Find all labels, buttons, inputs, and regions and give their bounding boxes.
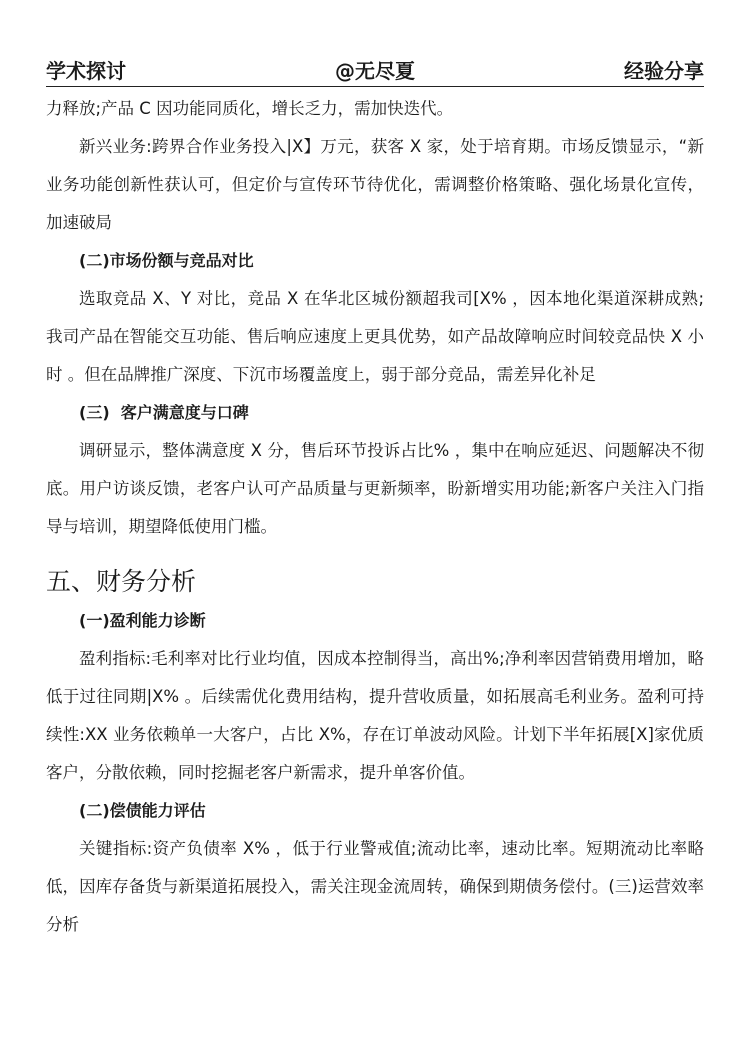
paragraph-continuation: 力释放;产品 C 因功能同质化，增长乏力，需加快迭代。 (46, 99, 454, 118)
header-author: @无尽夏 (335, 58, 415, 83)
subheading-profitability: (一)盈利能力诊断 (79, 611, 206, 630)
page-header (46, 52, 704, 87)
paragraph-new-business: 新兴业务:跨界合作业务投入|X】万元，获客 X 家，处于培育期。市场反馈显示，“新业务功能创新性获认可，但定价与宣传环节待优化，需调整价格策略、强化场景化宣传，加速破局 (46, 137, 704, 232)
document-body (46, 90, 704, 944)
paragraph-market-share: 选取竞品 X、Y 对比，竞品 X 在华北区城份额超我司[X% ，因本地化渠道深耕成熟;我司产品在智能交互功能、售后响应速度上更具优势，如产品故障响应时间较竞品快 X 小时 。但在品牌推广深度、下沉市场覆盖度上，弱于部分竞品，需差异化补足 (46, 289, 704, 384)
header-right-label: 经验分享 (624, 58, 704, 83)
paragraph-profitability: 盈利指标:毛利率对比行业均值，因成本控制得当，高出%;净利率因营销费用增加，略低于过往同期|X% 。后续需优化费用结构，提升营收质量，如拓展高毛利业务。盈利可持续性:XX 业务依赖单一大客户，占比 X%，存在订单波动风险。计划下半年拓展[X]家优质客户，分散依赖，同时挖掘老客户新需求，提升单客价值。 (46, 649, 704, 782)
subheading-market-share: (二)市场份额与竞品对比 (79, 251, 254, 270)
paragraph-customer-satisfaction: 调研显示，整体满意度 X 分，售后环节投诉占比% ，集中在响应延迟、问题解决不彻底。用户访谈反馈，老客户认可产品质量与更新频率，盼新增实用功能;新客户关注入门指导与培训，期望降低使用门槛。 (46, 441, 704, 536)
paragraph-solvency: 关键指标:资产负债率 X% ，低于行业警戒值;流动比率，速动比率。短期流动比率略低，因库存备货与新渠道拓展投入，需关注现金流周转，确保到期债务偿付。(三)运营效率分析 (46, 839, 704, 934)
header-left-label: 学术探讨 (46, 58, 126, 83)
section-heading-finance: 五、财务分析 (46, 567, 197, 596)
subheading-solvency: (二)偿债能力评估 (79, 801, 206, 820)
subheading-customer-satisfaction: (三) 客户满意度与口碑 (79, 403, 249, 422)
